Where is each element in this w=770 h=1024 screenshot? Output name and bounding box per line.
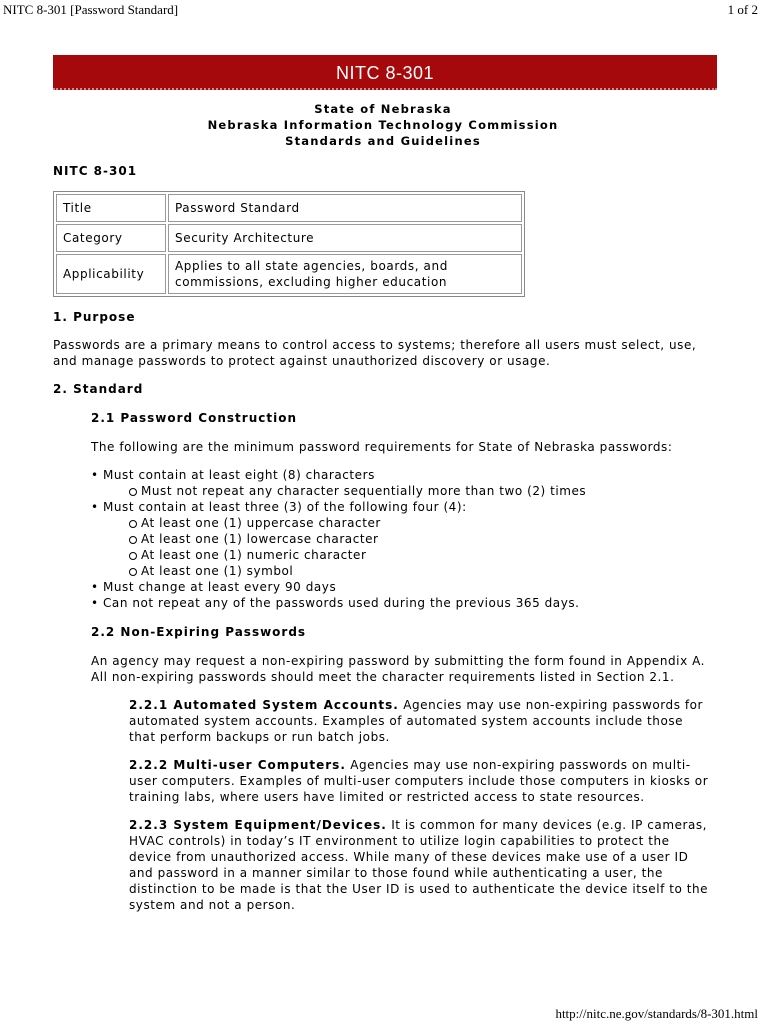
list-item: • Must change at least every 90 days	[91, 579, 713, 595]
org-state: State of Nebraska	[314, 102, 452, 116]
org-heading	[53, 101, 713, 149]
list-item: • Can not repeat any of the passwords used during the previous 365 days.	[91, 595, 713, 611]
sub-list	[103, 483, 713, 499]
section-2-2-3	[129, 817, 713, 913]
list-item	[91, 499, 713, 579]
meta-table	[53, 191, 525, 297]
section-2-2-1	[129, 697, 713, 745]
construction-intro: The following are the minimum password requirements for State of Nebraska passwords:	[91, 440, 673, 454]
meta-key: Category	[56, 224, 166, 252]
purpose-heading: 1. Purpose	[53, 310, 136, 324]
sub-list-item: At least one (1) uppercase character	[129, 515, 713, 531]
requirements-list	[53, 467, 713, 611]
document-body	[53, 101, 713, 913]
org-standards: Standards and Guidelines	[285, 134, 481, 148]
section-2-2-3-text: It is common for many devices (e.g. IP cameras, HVAC controls) in today’s IT environment to utilize login capabilities to protect the device from unauthorized access. While many of these devices make use of a user ID and password in a manner similar to those found while authenticating a user, the distinction to be made is that the User ID is used to authenticate the device itself to the system and not a person.	[129, 818, 709, 912]
print-header	[0, 0, 770, 20]
nonexpiring-intro: An agency may request a non-expiring password by submitting the form found in Appendix A. All non-expiring passwords should meet the character requirements listed in Section 2.1.	[91, 654, 705, 684]
org-commission: Nebraska Information Technology Commission	[207, 118, 559, 132]
print-footer-url: http://nitc.ne.gov/standards/8-301.html	[555, 1006, 758, 1021]
meta-value: Applies to all state agencies, boards, and commissions, excluding higher education	[168, 254, 522, 294]
standard-heading: 2. Standard	[53, 382, 144, 396]
requirement-text: Must contain at least eight (8) characters	[103, 468, 375, 482]
section-2-2-1-text: Agencies may use non-expiring passwords for automated system accounts. Examples of automated system accounts include those that perform backups or run batch jobs.	[129, 698, 704, 744]
list-item	[91, 467, 713, 499]
meta-value: Security Architecture	[168, 224, 522, 252]
sub-list-item: Must not repeat any character sequentially more than two (2) times	[129, 483, 713, 499]
page-title-banner: NITC 8-301	[53, 55, 717, 90]
meta-row	[56, 254, 522, 294]
meta-row	[56, 194, 522, 222]
print-header-page-count: 1 of 2	[727, 2, 758, 17]
purpose-text: Passwords are a primary means to control access to systems; therefore all users must select, use, and manage passwords to protect against unauthorized discovery or usage.	[53, 338, 697, 368]
sub-list	[103, 515, 713, 579]
section-2-2-2	[129, 757, 713, 805]
section-2-2-2-text: Agencies may use non-expiring passwords on multi-user computers. Examples of multi-user computers include those computers in kiosks or training labs, where users have limited or restricted access to state resources.	[129, 758, 709, 804]
sub-list-item: At least one (1) symbol	[129, 563, 713, 579]
meta-key: Applicability	[56, 254, 166, 294]
requirement-text: Must contain at least three (3) of the following four (4):	[103, 500, 467, 514]
nonexpiring-heading: 2.2 Non-Expiring Passwords	[91, 625, 307, 639]
sub-list-item: At least one (1) lowercase character	[129, 531, 713, 547]
meta-key: Title	[56, 194, 166, 222]
sub-list-item: At least one (1) numeric character	[129, 547, 713, 563]
meta-row	[56, 224, 522, 252]
meta-value: Password Standard	[168, 194, 522, 222]
section-2-2-2-title: 2.2.2 Multi-user Computers.	[129, 758, 346, 772]
section-2-2-1-title: 2.2.1 Automated System Accounts.	[129, 698, 399, 712]
doc-id: NITC 8-301	[53, 164, 138, 178]
section-2-2-3-title: 2.2.3 System Equipment/Devices.	[129, 818, 387, 832]
print-header-title: NITC 8-301 [Password Standard]	[3, 2, 179, 17]
construction-heading: 2.1 Password Construction	[91, 411, 297, 425]
